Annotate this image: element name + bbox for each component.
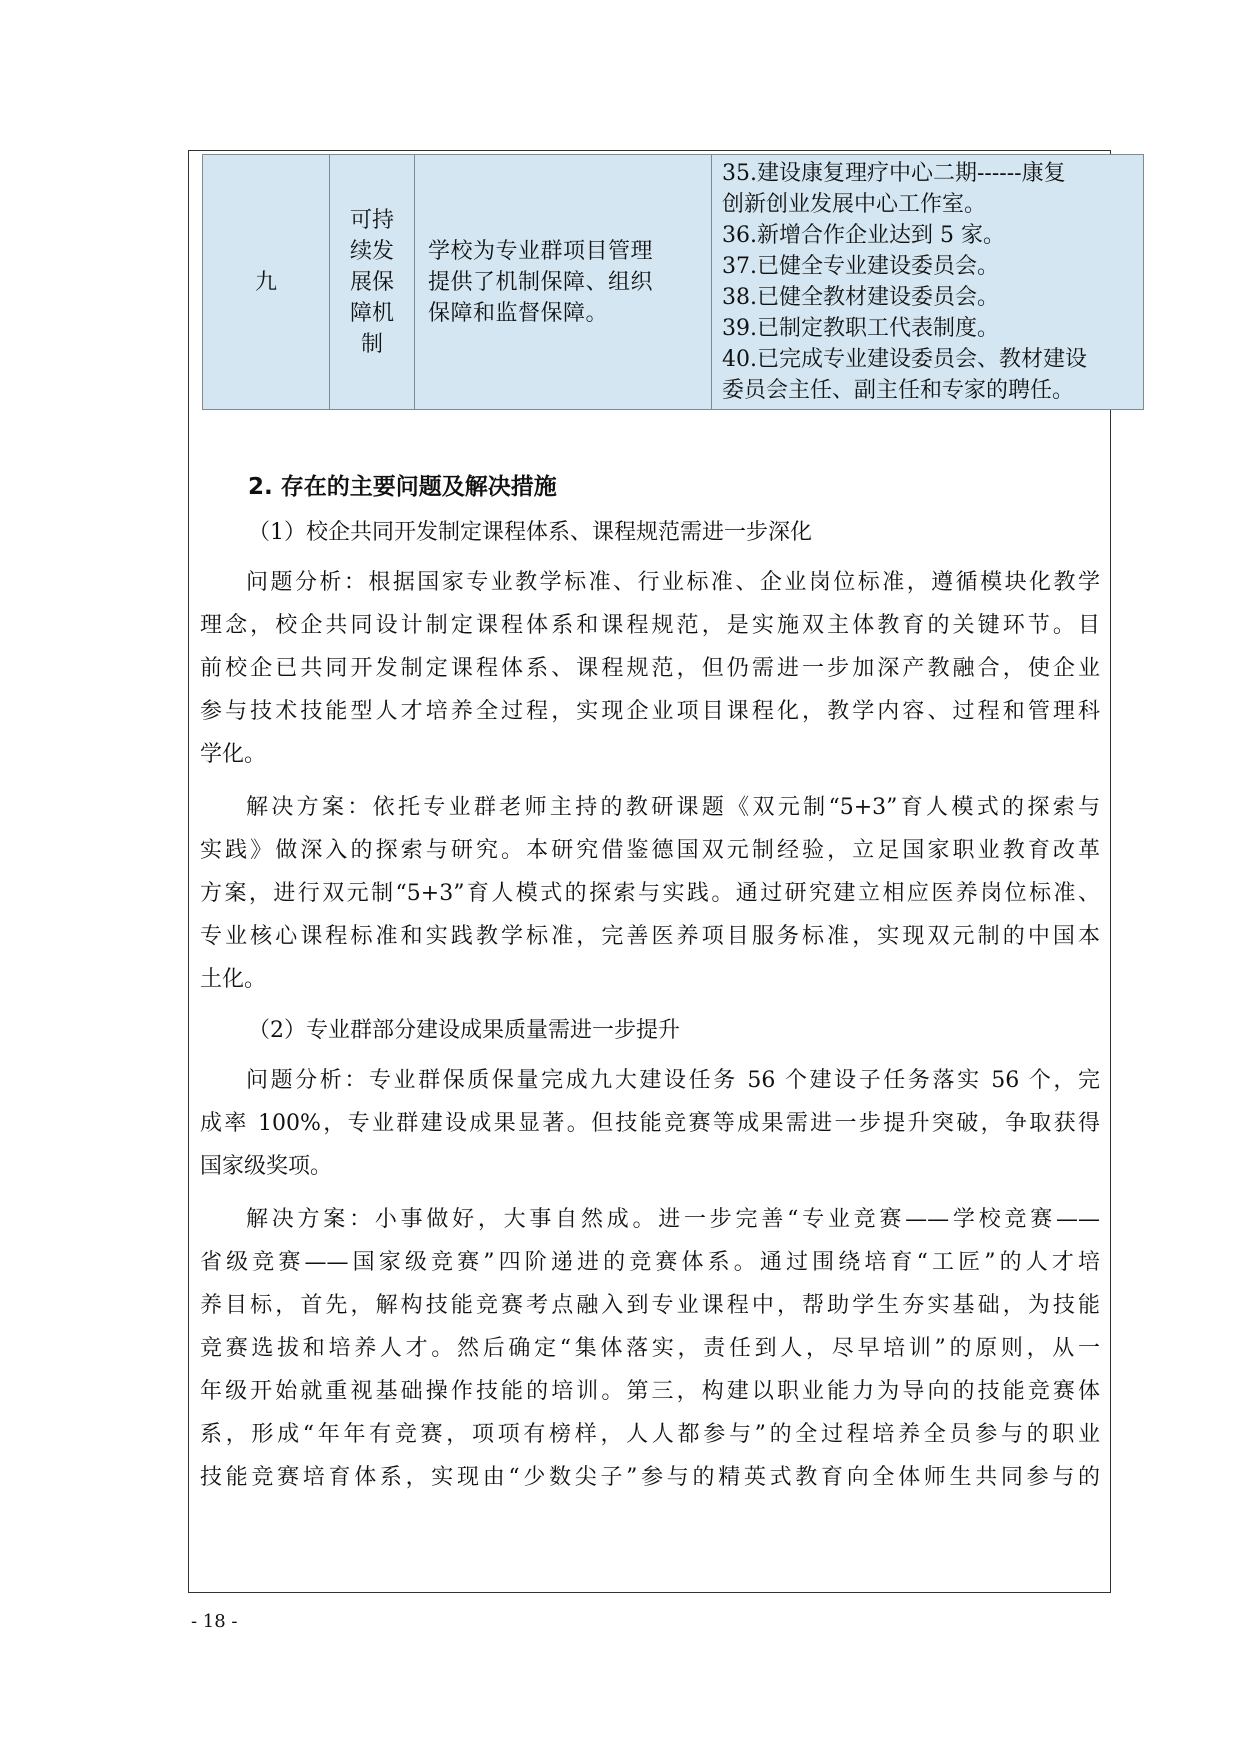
table-row [203, 155, 1144, 410]
row-index: 九 [203, 155, 330, 410]
row-item [330, 155, 415, 410]
paragraph-solution-1 [200, 787, 1100, 1002]
paragraph-line: 参与技术技能型人才培养全过程，实现企业项目课程化，教学内容、过程和管理科 [200, 699, 1100, 724]
paragraph-line: 理念，校企共同设计制定课程体系和课程规范，是实施双主体教育的关键环节。目 [200, 613, 1100, 638]
item-line: 障机 [349, 300, 394, 326]
result-line: 委员会主任、副主任和专家的聘任。 [722, 378, 1075, 403]
paragraph-line: 实践》做深入的探索与研究。本研究借鉴德国双元制经验，立足国家职业教育改革 [200, 838, 1100, 863]
item-line: 可持 [349, 207, 394, 233]
paragraph-line: 解决方案：小事做好，大事自然成。进一步完善“专业竞赛——学校竞赛—— [246, 1207, 1100, 1232]
item-line: 制 [360, 331, 383, 357]
goal-line: 提供了机制保障、组织 [428, 269, 654, 295]
result-line: 40.已完成专业建设委员会、教材建设 [722, 347, 1087, 372]
result-line: 39.已制定教职工代表制度。 [722, 316, 999, 341]
result-line: 36.新增合作企业达到 5 家。 [722, 223, 1005, 248]
paragraph-line: 问题分析：根据国家专业教学标准、行业标准、企业岗位标准，遵循模块化教学 [246, 570, 1100, 595]
paragraph-line: 年级开始就重视基础操作技能的培训。第三，构建以职业能力为导向的技能竞赛体 [200, 1379, 1100, 1404]
paragraph-line: 土化。 [200, 967, 267, 992]
goal-line: 保障和监督保障。 [428, 300, 609, 326]
paragraph-line: 解决方案：依托专业群老师主持的教研课题《双元制“5+3”育人模式的探索与 [246, 795, 1100, 820]
result-line: 35.建设康复理疗中心二期------康复 [722, 161, 1066, 186]
task-table [202, 154, 1144, 410]
paragraph-problem-2 [200, 1060, 1100, 1189]
paragraph-line: 问题分析：专业群保质保量完成九大建设任务 56 个建设子任务落实 56 个，完 [246, 1068, 1100, 1093]
paragraph-line: 前校企已共同开发制定课程体系、课程规范，但仍需进一步加深产教融合，使企业 [200, 656, 1100, 681]
paragraph-line: 系，形成“年年有竞赛，项项有榜样，人人都参与”的全过程培养全员参与的职业 [200, 1422, 1100, 1447]
paragraph-line: 学化。 [200, 742, 267, 767]
paragraph-problem-1 [200, 562, 1100, 777]
page-number: - 18 - [191, 1611, 238, 1632]
paragraph-line: 养目标，首先，解构技能竞赛考点融入到专业课程中，帮助学生夯实基础，为技能 [200, 1293, 1100, 1318]
item-line: 续发 [349, 238, 394, 264]
subheading-1: （1）校企共同开发制定课程体系、课程规范需进一步深化 [248, 520, 812, 545]
paragraph-line: 省级竞赛——国家级竞赛”四阶递进的竞赛体系。通过围绕培育“工匠”的人才培 [200, 1250, 1100, 1275]
goal-line: 学校为专业群项目管理 [428, 238, 654, 264]
body-content [200, 470, 1100, 1500]
paragraph-line: 专业核心课程标准和实践教学标准，完善医养项目服务标准，实现双元制的中国本 [200, 924, 1100, 949]
subheading-2: （2）专业群部分建设成果质量需进一步提升 [248, 1018, 680, 1043]
paragraph-line: 方案，进行双元制“5+3”育人模式的探索与实践。通过研究建立相应医养岗位标准、 [200, 881, 1100, 906]
paragraph-line: 国家级奖项。 [200, 1154, 333, 1179]
paragraph-solution-2 [200, 1199, 1100, 1500]
paragraph-line: 技能竞赛培育体系，实现由“少数尖子”参与的精英式教育向全体师生共同参与的 [200, 1465, 1100, 1490]
result-line: 38.已健全教材建设委员会。 [722, 285, 999, 310]
result-line: 37.已健全专业建设委员会。 [722, 254, 999, 279]
row-results [712, 155, 1144, 410]
paragraph-line: 竞赛选拔和培养人才。然后确定“集体落实，责任到人，尽早培训”的原则，从一 [200, 1336, 1100, 1361]
item-line: 展保 [349, 269, 394, 295]
section-heading: 2. 存在的主要问题及解决措施 [248, 474, 557, 500]
paragraph-line: 成率 100%，专业群建设成果显著。但技能竞赛等成果需进一步提升突破，争取获得 [200, 1111, 1100, 1136]
row-goal [415, 155, 712, 410]
result-line: 创新创业发展中心工作室。 [722, 192, 987, 217]
